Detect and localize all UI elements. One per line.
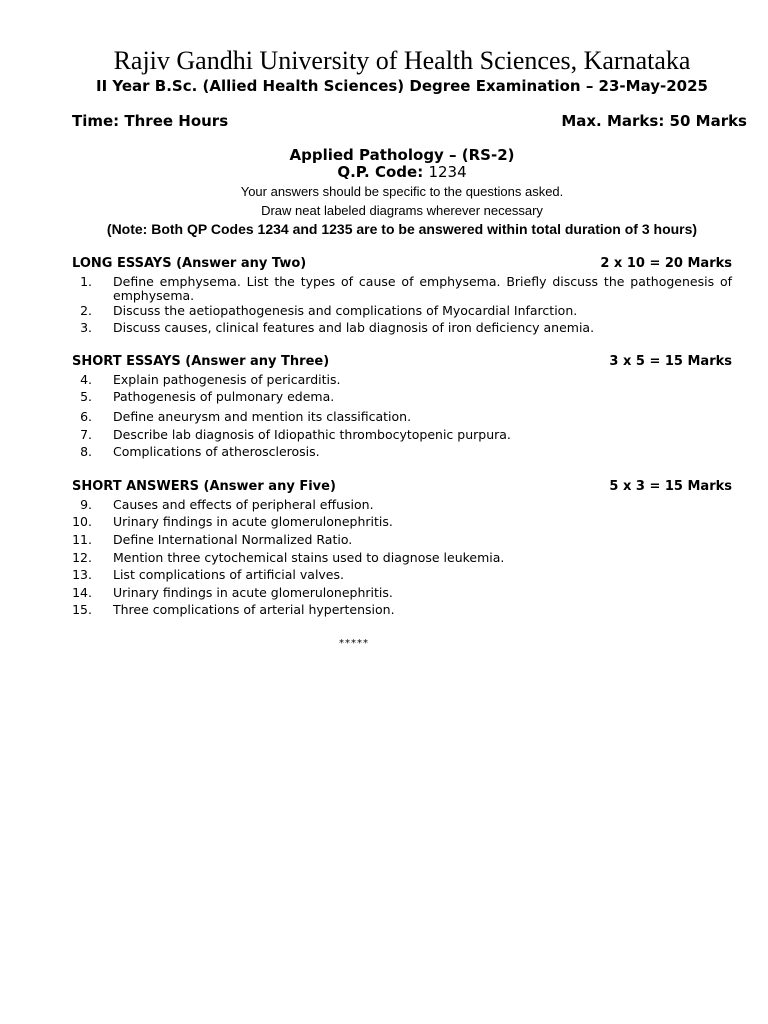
question-number: 3. (80, 320, 92, 335)
question-text: Define emphysema. List the types of cause of emphysema. Briefly discuss the pathogenesis of emphysema. (113, 274, 732, 303)
question-number: 13. (72, 567, 92, 582)
section-title: LONG ESSAYS (Answer any Two) (72, 256, 307, 271)
subject-title: Applied Pathology – (RS-2) (289, 146, 515, 164)
question-text: Three complications of arterial hypertension. (113, 602, 395, 617)
question-text: Define aneurysm and mention its classification. (113, 409, 412, 424)
question-text: Urinary findings in acute glomerulonephritis. (113, 585, 393, 600)
question-number: 5. (80, 389, 92, 404)
question-text: Urinary findings in acute glomerulonephritis. (113, 514, 393, 529)
exam-title: II Year B.Sc. (Allied Health Sciences) Degree Examination – 23-May-2025 (96, 77, 708, 95)
question-number: 8. (80, 444, 92, 459)
section-marks: 3 x 5 = 15 Marks (609, 354, 732, 369)
section-title: SHORT ANSWERS (Answer any Five) (72, 479, 336, 494)
section-short-answers-header (72, 478, 732, 496)
end-of-paper-mark: ***** (339, 638, 369, 649)
question-number: 6. (80, 409, 92, 424)
duration-note: (Note: Both QP Codes 1234 and 1235 are to be answered within total duration of 3 hours) (106, 221, 698, 237)
section-short-essays-header (72, 353, 732, 371)
question-number: 4. (80, 372, 92, 387)
question-number: 2. (80, 303, 92, 318)
exam-meta-row (72, 111, 747, 131)
exam-max-marks: Max. Marks: 50 Marks (561, 112, 747, 130)
question-text: Discuss causes, clinical features and lab diagnosis of iron deficiency anemia. (113, 320, 595, 335)
question-text: Describe lab diagnosis of Idiopathic thrombocytopenic purpura. (113, 427, 511, 442)
instruction-specific: Your answers should be specific to the questions asked. (240, 184, 564, 199)
question-text: Pathogenesis of pulmonary edema. (113, 389, 335, 404)
question-text: Explain pathogenesis of pericarditis. (113, 372, 341, 387)
university-title: Rajiv Gandhi University of Health Sciences, Karnataka (113, 46, 691, 75)
exam-time: Time: Three Hours (72, 112, 229, 130)
question-number: 10. (72, 514, 92, 529)
question-number: 12. (72, 550, 92, 565)
section-marks: 2 x 10 = 20 Marks (600, 256, 732, 271)
question-number: 14. (72, 585, 92, 600)
question-text: Mention three cytochemical stains used to diagnose leukemia. (113, 550, 505, 565)
section-title: SHORT ESSAYS (Answer any Three) (72, 354, 330, 369)
question-text: Discuss the aetiopathogenesis and complications of Myocardial Infarction. (113, 303, 578, 318)
qp-code-label: Q.P. Code: (337, 163, 424, 181)
question-text: List complications of artificial valves. (113, 567, 344, 582)
qp-code (72, 163, 732, 182)
question-text: Complications of atherosclerosis. (113, 444, 320, 459)
question-text: Causes and effects of peripheral effusion. (113, 497, 374, 512)
question-number: 11. (72, 532, 92, 547)
question-number: 7. (80, 427, 92, 442)
section-marks: 5 x 3 = 15 Marks (609, 479, 732, 494)
question-number: 15. (72, 602, 92, 617)
qp-code-value: 1234 (428, 163, 467, 181)
section-long-essays-header (72, 255, 732, 273)
question-number: 9. (80, 497, 92, 512)
instruction-diagrams: Draw neat labeled diagrams wherever necessary (261, 203, 543, 218)
question-text: Define International Normalized Ratio. (113, 532, 353, 547)
question-number: 1. (80, 274, 92, 289)
